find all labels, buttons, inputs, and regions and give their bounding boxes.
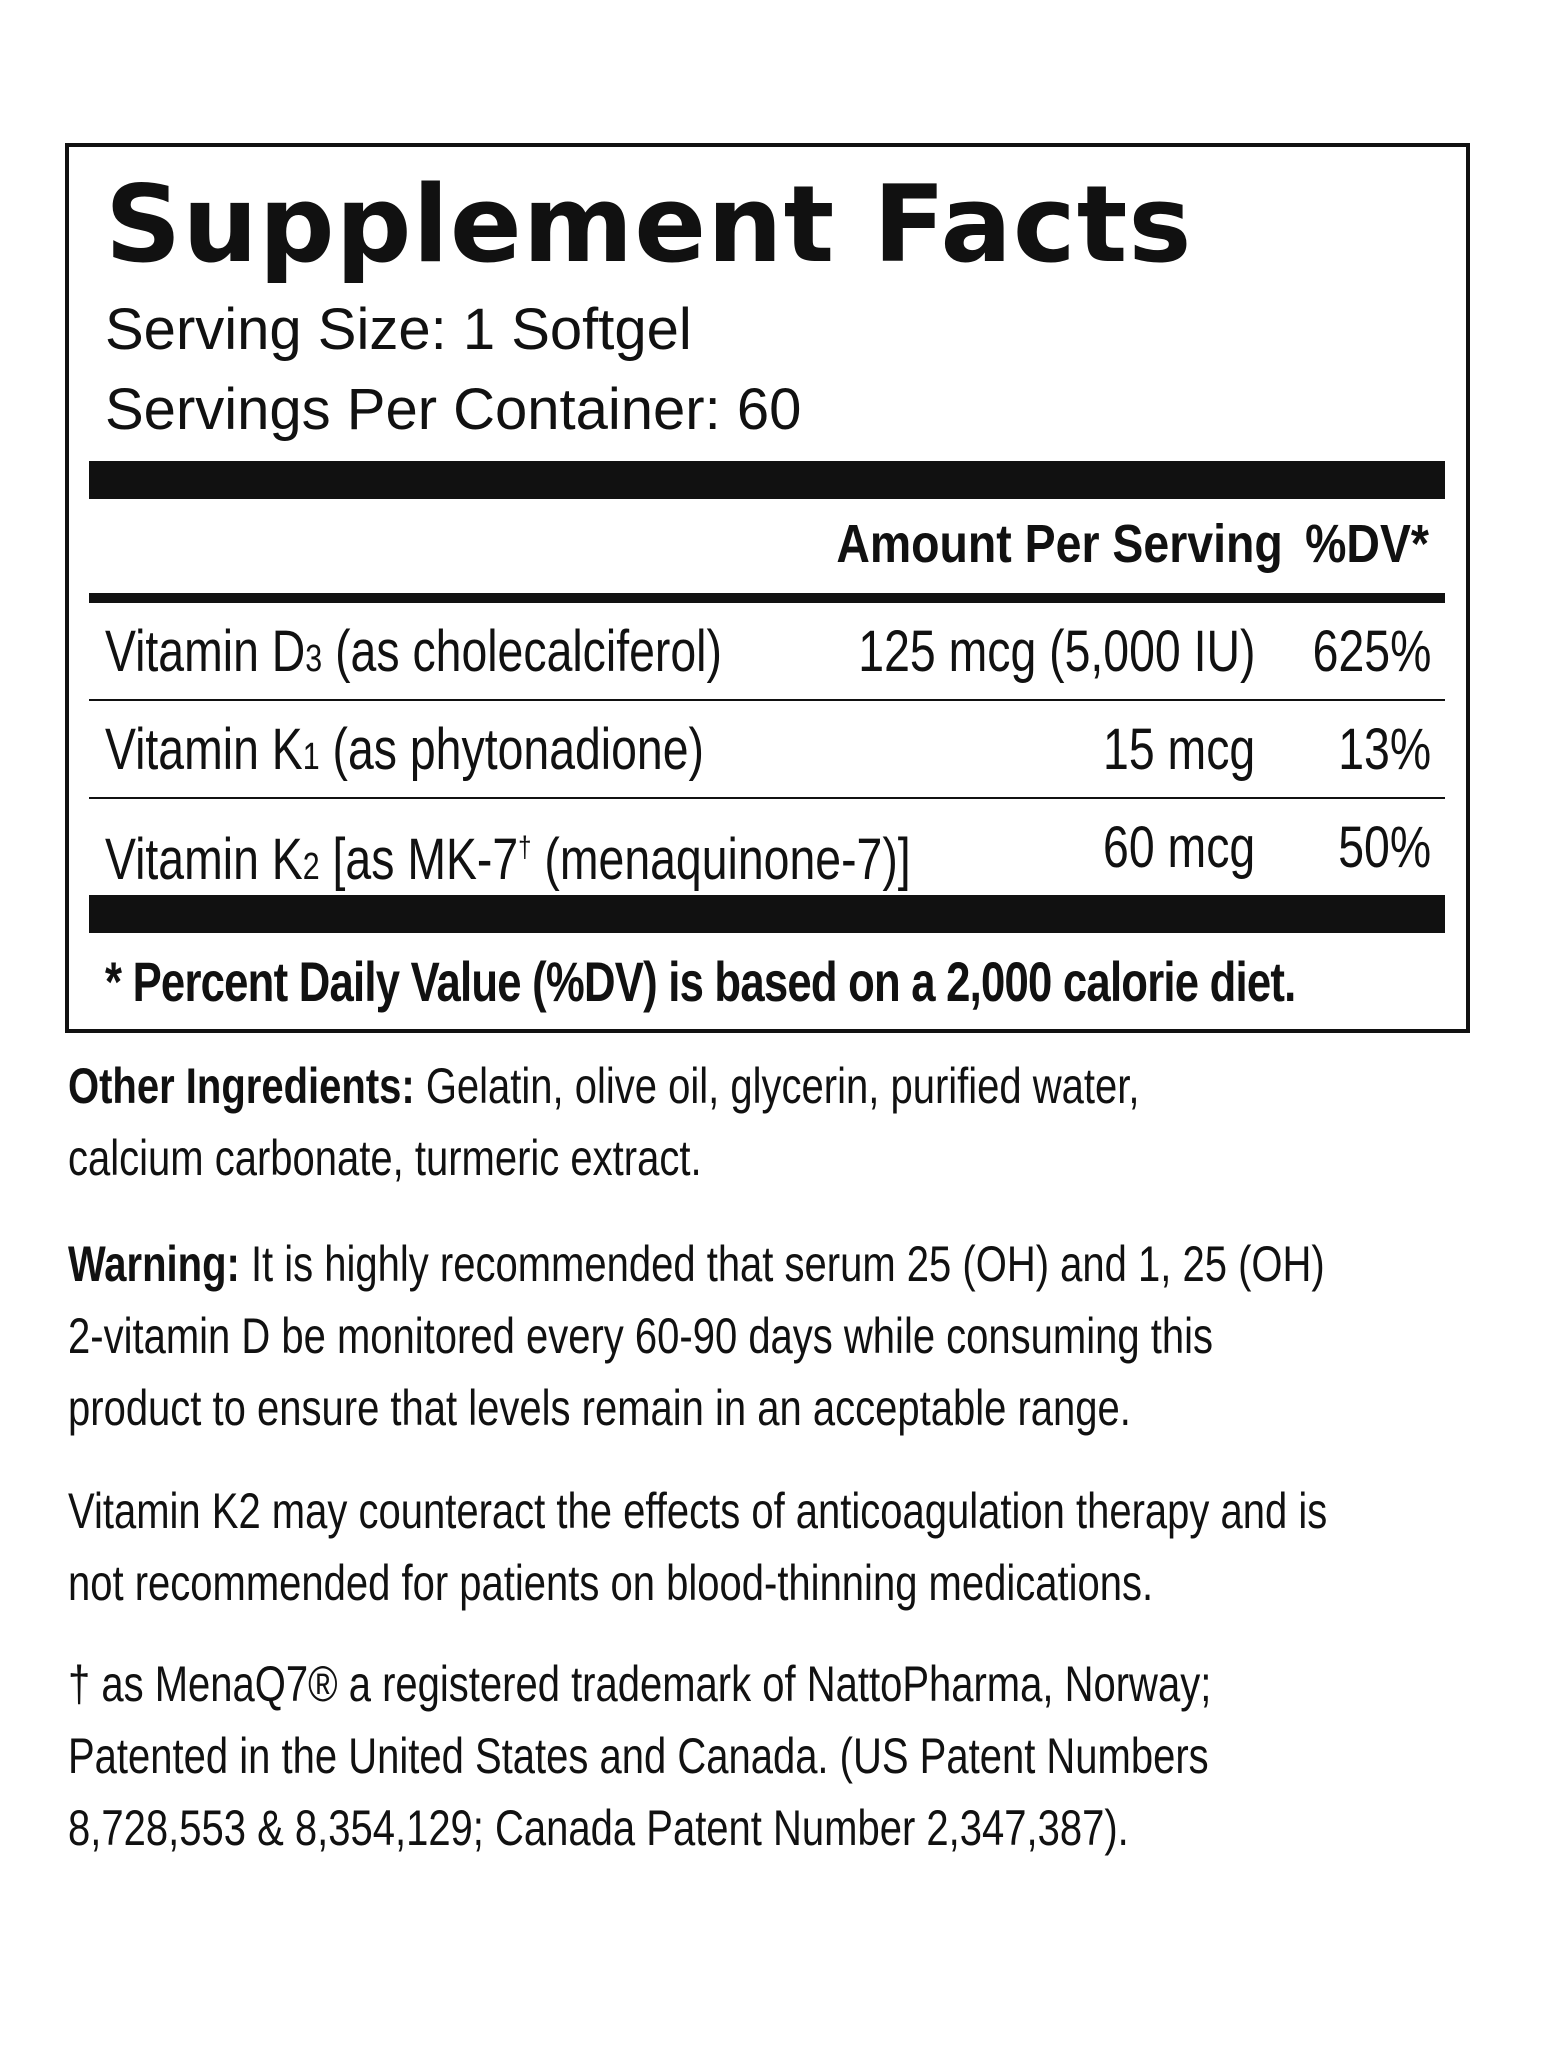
divider-thick-bottom (89, 895, 1445, 933)
nutrient-row-vitamin-d3 (89, 603, 1445, 701)
trademark-note: † as MenaQ7® a registered trademark of NattoPharma, Norway; Patented in the United States and Canada. (US Patent Numbers 8,728,553 & 8,354,129; Canada Patent Number 2,347,387). (68, 1656, 1212, 1856)
daily-value-footnote: * Percent Daily Value (%DV) is based on a 2,000 calorie diet. (105, 950, 1296, 1013)
other-ingredients-label: Other Ingredients: (68, 1058, 415, 1114)
nutrient-dv: 625% (1312, 619, 1431, 684)
daily-value-header: %DV* (1305, 514, 1429, 574)
nutrient-amount: 60 mcg (1102, 815, 1255, 880)
column-header-row (277, 509, 1429, 579)
nutrient-row-vitamin-k1 (89, 701, 1445, 799)
serving-size: Serving Size: 1 Softgel (105, 297, 692, 362)
amount-per-serving-header: Amount Per Serving (836, 514, 1283, 574)
divider-medium (89, 593, 1445, 603)
nutrient-row-vitamin-k2 (89, 799, 1445, 893)
divider-thick-top (89, 461, 1445, 499)
nutrient-amount: 15 mcg (1102, 717, 1255, 782)
nutrient-dv: 50% (1338, 815, 1431, 880)
panel-title: Supplement Facts (105, 163, 1193, 286)
other-ingredients: Other Ingredients: Gelatin, olive oil, glycerin, purified water, calcium carbonate, turmeric extract. (68, 1058, 1140, 1186)
nutrient-name: Vitamin K2 [as MK-7† (menaquinone-7)] (105, 827, 911, 892)
vitamin-k2-note: Vitamin K2 may counteract the effects of anticoagulation therapy and is not recommended for patients on blood-thinning medications. (68, 1483, 1328, 1611)
nutrient-name: Vitamin D3 (as cholecalciferol) (105, 619, 722, 684)
nutrient-amount: 125 mcg (5,000 IU) (857, 619, 1255, 684)
nutrient-dv: 13% (1338, 717, 1431, 782)
supplement-facts-panel (65, 143, 1470, 1033)
warning-label: Warning: (68, 1236, 240, 1292)
nutrient-name: Vitamin K1 (as phytonadione) (105, 717, 704, 782)
servings-per-container: Servings Per Container: 60 (105, 377, 802, 442)
warning-text: Warning: It is highly recommended that serum 25 (OH) and 1, 25 (OH) 2-vitamin D be monitored every 60-90 days while consuming this product to ensure that levels remain in an acceptable range. (68, 1236, 1325, 1436)
